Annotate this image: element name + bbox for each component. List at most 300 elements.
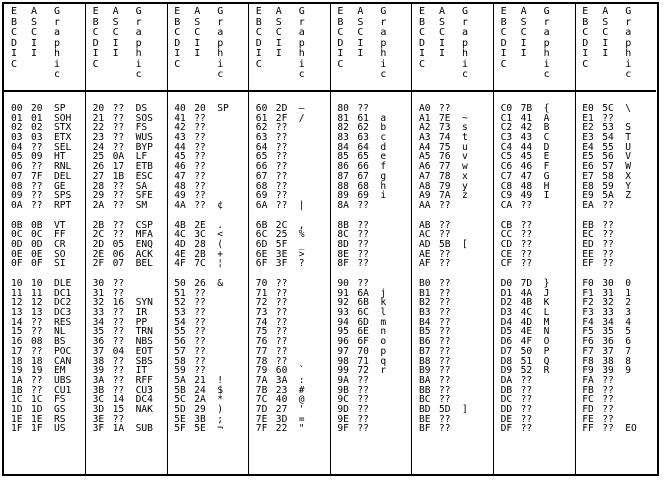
graphic-char: 9 (625, 365, 631, 377)
ascii-code: ?? (439, 248, 451, 260)
graphic-char: RNL (54, 161, 72, 173)
ebcdic-code: DA (500, 374, 513, 386)
ebcdic-code: 3C (92, 394, 105, 406)
ebcdic-code: B9 (419, 365, 431, 377)
ebcdic-code: F7 (582, 345, 594, 357)
ascii-code: ?? (520, 403, 533, 415)
graphic-char: ETX (54, 132, 72, 144)
graphic-char: SA (135, 180, 148, 192)
graphic-char: CU1 (54, 384, 72, 396)
table-row (330, 201, 411, 211)
header-ascii: A S C I I (602, 6, 609, 59)
ebcdic-code: B4 (419, 316, 431, 328)
ascii-code: 7D (520, 278, 533, 289)
ebcdic-code: 24 (92, 141, 105, 153)
ebcdic-code: 17 (11, 345, 23, 357)
ascii-code: 54 (602, 132, 614, 144)
ebcdic-code: 70 (255, 278, 268, 289)
ascii-code: ?? (31, 199, 43, 211)
ebcdic-code: F2 (582, 297, 594, 309)
ebcdic-code: 30 (92, 278, 105, 289)
graphic-char: T (625, 132, 631, 144)
column-rows (86, 104, 167, 444)
graphic-char: 8 (625, 355, 631, 367)
ascii-code: ?? (439, 229, 451, 241)
ebcdic-code: 89 (337, 190, 349, 202)
ascii-code: ?? (194, 297, 206, 309)
ascii-code: ?? (602, 219, 614, 231)
ascii-code: 39 (602, 365, 614, 377)
ebcdic-code: 6F (255, 258, 268, 270)
ebcdic-code: 5B (174, 384, 186, 396)
ascii-code: 18 (31, 355, 43, 367)
graphic-char: 3 (625, 307, 631, 319)
ascii-code: ?? (520, 413, 533, 425)
ascii-code: ?? (31, 190, 43, 202)
table-column (330, 4, 412, 474)
ebcdic-code: 82 (337, 122, 349, 134)
ebcdic-code: CE (500, 248, 513, 260)
graphic-char: m (380, 316, 387, 328)
ascii-code: 0D (31, 238, 43, 250)
ascii-code: 50 (520, 345, 533, 357)
ascii-code: ?? (112, 141, 125, 153)
ascii-code: 38 (602, 355, 614, 367)
ascii-code: ?? (194, 132, 206, 144)
table-row (330, 259, 411, 269)
ebcdic-code: C7 (500, 170, 513, 182)
graphic-char: 7 (625, 345, 631, 357)
ebcdic-code: FD (582, 403, 594, 415)
graphic-char: e (380, 151, 387, 163)
ebcdic-code: 4C (174, 229, 186, 241)
ebcdic-code: 75 (255, 326, 268, 338)
header-graphic: G r a p h i c (462, 6, 469, 80)
ebcdic-code: 98 (337, 355, 349, 367)
ascii-code: ?? (194, 316, 206, 328)
ascii-code: ?? (602, 112, 614, 124)
ascii-code: 35 (602, 326, 614, 338)
ebcdic-code: 0B (11, 219, 23, 231)
ascii-code: ?? (275, 297, 288, 309)
ascii-code: ?? (357, 219, 369, 231)
graphic-char: SUB (135, 423, 153, 435)
ascii-code: ?? (602, 199, 614, 211)
ebcdic-code: E3 (582, 132, 594, 144)
ebcdic-code: 87 (337, 170, 349, 182)
graphic-char: ¦ (217, 258, 223, 270)
ascii-code: ?? (439, 384, 451, 396)
graphic-char: DC1 (54, 287, 72, 299)
graphic-char: DC2 (54, 297, 72, 309)
graphic-char: VT (54, 219, 66, 231)
ascii-code: 57 (602, 161, 614, 173)
ascii-code: 2C (275, 219, 288, 231)
row-group (167, 104, 248, 211)
ascii-code: ?? (357, 248, 369, 260)
ebcdic-code: D8 (500, 355, 513, 367)
graphic-char: RFF (135, 374, 153, 386)
ascii-code: 13 (31, 307, 43, 319)
ascii-code: ?? (602, 384, 614, 396)
graphic-char: { (543, 103, 550, 114)
ebcdic-code: B6 (419, 336, 431, 348)
ebcdic-code: F0 (582, 278, 594, 289)
ebcdic-code: 44 (174, 141, 186, 153)
ascii-code: 49 (520, 190, 533, 202)
row-group (249, 279, 330, 434)
graphic-char: $ (217, 384, 223, 396)
ebcdic-code: BA (419, 374, 431, 386)
graphic-char: x (462, 170, 468, 182)
ascii-code: 1E (31, 413, 43, 425)
graphic-char: ` (298, 365, 305, 377)
ascii-code: ?? (112, 122, 125, 134)
ascii-code: ?? (194, 326, 206, 338)
ebcdic-code: 39 (92, 365, 105, 377)
ascii-code: 0C (31, 229, 43, 241)
ascii-code: ?? (112, 219, 125, 231)
ebcdic-code: 18 (11, 355, 23, 367)
graphic-char: | (298, 199, 305, 211)
ascii-code: ?? (520, 219, 533, 231)
graphic-char: IT (135, 365, 148, 377)
ascii-code: 06 (112, 248, 125, 260)
graphic-char: > (298, 248, 305, 260)
ebcdic-code: C3 (500, 132, 513, 144)
table-column (494, 4, 576, 474)
ebcdic-code: 2F (92, 258, 105, 270)
header-graphic: G r a p h i c (543, 6, 550, 80)
ascii-code: ?? (439, 199, 451, 211)
table-row (494, 424, 575, 434)
header-graphic: G r a p h i c (135, 6, 142, 80)
graphic-char: 5 (625, 326, 631, 338)
ascii-code: 7E (439, 112, 451, 124)
ascii-code: ?? (275, 326, 288, 338)
ascii-code: 42 (520, 122, 533, 134)
ebcdic-code: 61 (255, 112, 268, 124)
ebcdic-code: 26 (92, 161, 105, 173)
graphic-char: K (543, 297, 550, 309)
ascii-code: ?? (112, 103, 125, 114)
ebcdic-code: BE (419, 413, 431, 425)
ascii-code: ?? (357, 278, 369, 289)
ebcdic-code: BF (419, 423, 431, 435)
ascii-code: ?? (194, 112, 206, 124)
ebcdic-code: 48 (174, 180, 186, 192)
graphic-char: c (380, 132, 387, 144)
row-group (575, 221, 656, 269)
ebcdic-code: FF (582, 423, 594, 435)
row-group (330, 104, 411, 211)
table-row (575, 259, 656, 269)
ebcdic-code: 8E (337, 248, 349, 260)
column-rows (575, 104, 656, 444)
graphic-char: + (217, 248, 223, 260)
column-rows (330, 104, 411, 444)
graphic-char: = (298, 413, 305, 425)
ascii-code: ?? (194, 355, 206, 367)
ascii-code: ?? (194, 151, 206, 163)
ascii-code: ?? (112, 199, 125, 211)
table-row (412, 259, 493, 269)
ebcdic-code: 40 (174, 103, 186, 114)
ascii-code: ?? (194, 190, 206, 202)
ebcdic-code: 8D (337, 238, 349, 250)
ebcdic-code: 37 (92, 345, 105, 357)
ebcdic-code: D3 (500, 307, 513, 319)
ebcdic-code: A7 (419, 170, 431, 182)
graphic-char: SOH (54, 112, 72, 124)
ebcdic-code: 9B (337, 384, 349, 396)
graphic-char: r (380, 365, 387, 377)
ascii-code: ?? (112, 316, 125, 328)
ascii-code: 53 (602, 122, 614, 134)
ebcdic-code: 7F (255, 423, 268, 435)
ebcdic-code: 64 (255, 141, 268, 153)
ascii-code: 6C (357, 307, 369, 319)
ascii-code: 52 (520, 365, 533, 377)
ebcdic-code: 84 (337, 141, 349, 153)
row-group (575, 104, 656, 211)
ascii-code: 16 (112, 297, 125, 309)
table-row (412, 424, 493, 434)
ascii-code: 2F (275, 112, 288, 124)
ascii-code: 5F (275, 238, 288, 250)
ascii-code: 5D (439, 403, 451, 415)
ebcdic-code: D7 (500, 345, 513, 357)
ebcdic-code: 81 (337, 112, 349, 124)
ascii-code: 41 (520, 112, 533, 124)
ascii-code: ?? (439, 103, 451, 114)
header-divider (494, 90, 575, 92)
graphic-char: CAN (54, 355, 72, 367)
graphic-char: RES (54, 316, 72, 328)
ascii-code: ?? (31, 161, 43, 173)
ascii-code: 08 (31, 336, 43, 348)
ebcdic-code: FA (582, 374, 594, 386)
table-row (4, 259, 85, 269)
graphic-char: DS (135, 103, 148, 114)
ascii-code: 1B (112, 170, 125, 182)
ebcdic-code: E9 (582, 190, 594, 202)
ebcdic-code: AF (419, 258, 431, 270)
row-group (4, 279, 85, 434)
ascii-code: 46 (520, 161, 533, 173)
graphic-char: b (380, 122, 387, 134)
header-ebcdic: E B C D I C (582, 6, 589, 70)
ascii-code: ?? (275, 141, 288, 153)
ebcdic-code: 1D (11, 403, 23, 415)
ebcdic-code: B0 (419, 278, 431, 289)
ebcdic-code: 05 (11, 151, 23, 163)
ascii-code: ?? (112, 374, 125, 386)
ascii-code: 77 (439, 161, 451, 173)
row-group (575, 279, 656, 434)
graphic-char: Q (543, 355, 550, 367)
ebcdic-code: E8 (582, 180, 594, 192)
graphic-char: . (217, 219, 223, 231)
ascii-code: 6A (357, 287, 369, 299)
ebcdic-code: CB (500, 219, 513, 231)
ascii-code: ?? (439, 394, 451, 406)
graphic-char: V (625, 151, 631, 163)
graphic-char: ¢ (217, 199, 223, 211)
ebcdic-code: 86 (337, 161, 349, 173)
ebcdic-code: 85 (337, 151, 349, 163)
ebcdic-code: 74 (255, 316, 268, 328)
ebcdic-code: 97 (337, 345, 349, 357)
row-group (330, 279, 411, 434)
ascii-code: 03 (31, 132, 43, 144)
ascii-code: 64 (357, 141, 369, 153)
graphic-char: j (380, 287, 387, 299)
graphic-char: ] (462, 403, 468, 415)
ebcdic-code: 6E (255, 248, 268, 260)
graphic-char: } (543, 278, 550, 289)
ebcdic-code: ED (582, 238, 594, 250)
ascii-code: 12 (31, 297, 43, 309)
ascii-code: 0A (112, 151, 125, 163)
ebcdic-code: D0 (500, 278, 513, 289)
ebcdic-code: D5 (500, 326, 513, 338)
ascii-code: 6B (357, 297, 369, 309)
ascii-code: ?? (439, 336, 451, 348)
ascii-code: ?? (602, 394, 614, 406)
ebcdic-code: 41 (174, 112, 186, 124)
ascii-code: 1D (31, 403, 43, 415)
ebcdic-code: BB (419, 384, 431, 396)
ascii-code: ?? (357, 394, 369, 406)
graphic-char: SEL (54, 141, 72, 153)
header-ascii: A S C I I (31, 6, 38, 59)
graphic-char: H (543, 180, 550, 192)
ebcdic-code: B5 (419, 326, 431, 338)
ebcdic-code: E2 (582, 122, 594, 134)
graphic-char: MFA (135, 229, 153, 241)
ebcdic-code: 78 (255, 355, 268, 367)
graphic-char: FS (135, 122, 148, 134)
graphic-char: L (543, 307, 550, 319)
ascii-code: 24 (194, 384, 206, 396)
ebcdic-code: 15 (11, 326, 23, 338)
ascii-code: 65 (357, 151, 369, 163)
header-graphic: G r a p h i c (217, 6, 224, 80)
ascii-code: 36 (602, 336, 614, 348)
ascii-code: 33 (602, 307, 614, 319)
row-group (412, 221, 493, 269)
ascii-code: ?? (439, 258, 451, 270)
graphic-char: C (543, 132, 550, 144)
header-graphic: G r a p h i c (625, 6, 632, 80)
header-ascii: A S C I I (194, 6, 201, 59)
graphic-char: — (298, 103, 305, 114)
ascii-code: ?? (357, 403, 369, 415)
ascii-code: 45 (520, 151, 533, 163)
ebcdic-code: F4 (582, 316, 594, 328)
ascii-code: 47 (520, 170, 533, 182)
ascii-code: 72 (357, 365, 369, 377)
ascii-code: 69 (357, 190, 369, 202)
table-row (249, 201, 330, 211)
ebcdic-code: B1 (419, 287, 431, 299)
graphic-char: SI (54, 258, 66, 270)
ascii-code: ?? (194, 170, 206, 182)
ebcdic-code: 4A (174, 199, 186, 211)
graphic-char: RS (54, 413, 66, 425)
ascii-code: 4A (520, 287, 533, 299)
column-header (575, 4, 656, 90)
ebcdic-code: C1 (500, 112, 513, 124)
graphic-char: l (380, 307, 387, 319)
ebcdic-code: F5 (582, 326, 594, 338)
column-header (494, 4, 575, 90)
ebcdic-code: AC (419, 229, 431, 241)
ebcdic-code: B2 (419, 297, 431, 309)
ascii-code: 5C (602, 103, 614, 114)
ascii-code: 60 (275, 365, 288, 377)
ascii-code: 3A (275, 374, 288, 386)
ascii-code: ?? (439, 326, 451, 338)
graphic-char: g (380, 170, 387, 182)
ascii-code: 4E (520, 326, 533, 338)
graphic-char: / (298, 112, 305, 124)
ebcdic-code: E4 (582, 141, 594, 153)
ascii-code: ?? (357, 238, 369, 250)
row-group (86, 279, 167, 434)
header-divider (86, 90, 167, 92)
ascii-code: ?? (112, 287, 125, 299)
header-divider (412, 90, 493, 92)
ebcdic-code: 56 (174, 336, 186, 348)
ebcdic-code: B7 (419, 345, 431, 357)
ascii-code: 32 (602, 297, 614, 309)
ebcdic-code: 90 (337, 278, 349, 289)
graphic-char: STX (54, 122, 72, 134)
graphic-char: , (298, 219, 305, 231)
ascii-code: 28 (194, 238, 206, 250)
header-ebcdic: E B C D I C (419, 6, 426, 70)
ebcdic-code: 50 (174, 278, 186, 289)
ascii-code: 48 (520, 180, 533, 192)
ascii-code: ?? (602, 374, 614, 386)
ebcdic-code: 22 (92, 122, 105, 134)
graphic-char: ! (217, 374, 223, 386)
ebcdic-code: F3 (582, 307, 594, 319)
ebcdic-code: E7 (582, 170, 594, 182)
ebcdic-code: E6 (582, 161, 594, 173)
ebcdic-code: 58 (174, 355, 186, 367)
ascii-code: 20 (31, 103, 43, 114)
header-graphic: G r a p h i c (54, 6, 61, 80)
table-column (412, 4, 494, 474)
graphic-char: GS (54, 403, 66, 415)
graphic-char: LF (135, 151, 148, 163)
ascii-code: ?? (275, 190, 288, 202)
table-column (575, 4, 656, 474)
ascii-code: ?? (112, 355, 125, 367)
ebcdic-code: FB (582, 384, 594, 396)
ebcdic-code: D1 (500, 287, 513, 299)
ascii-code: ?? (357, 374, 369, 386)
ebcdic-code: DE (500, 413, 513, 425)
row-group (86, 221, 167, 269)
ascii-code: 5B (439, 238, 451, 250)
ascii-code: ?? (520, 258, 533, 270)
graphic-char: ~ (462, 112, 468, 124)
graphic-char: ENQ (135, 238, 153, 250)
